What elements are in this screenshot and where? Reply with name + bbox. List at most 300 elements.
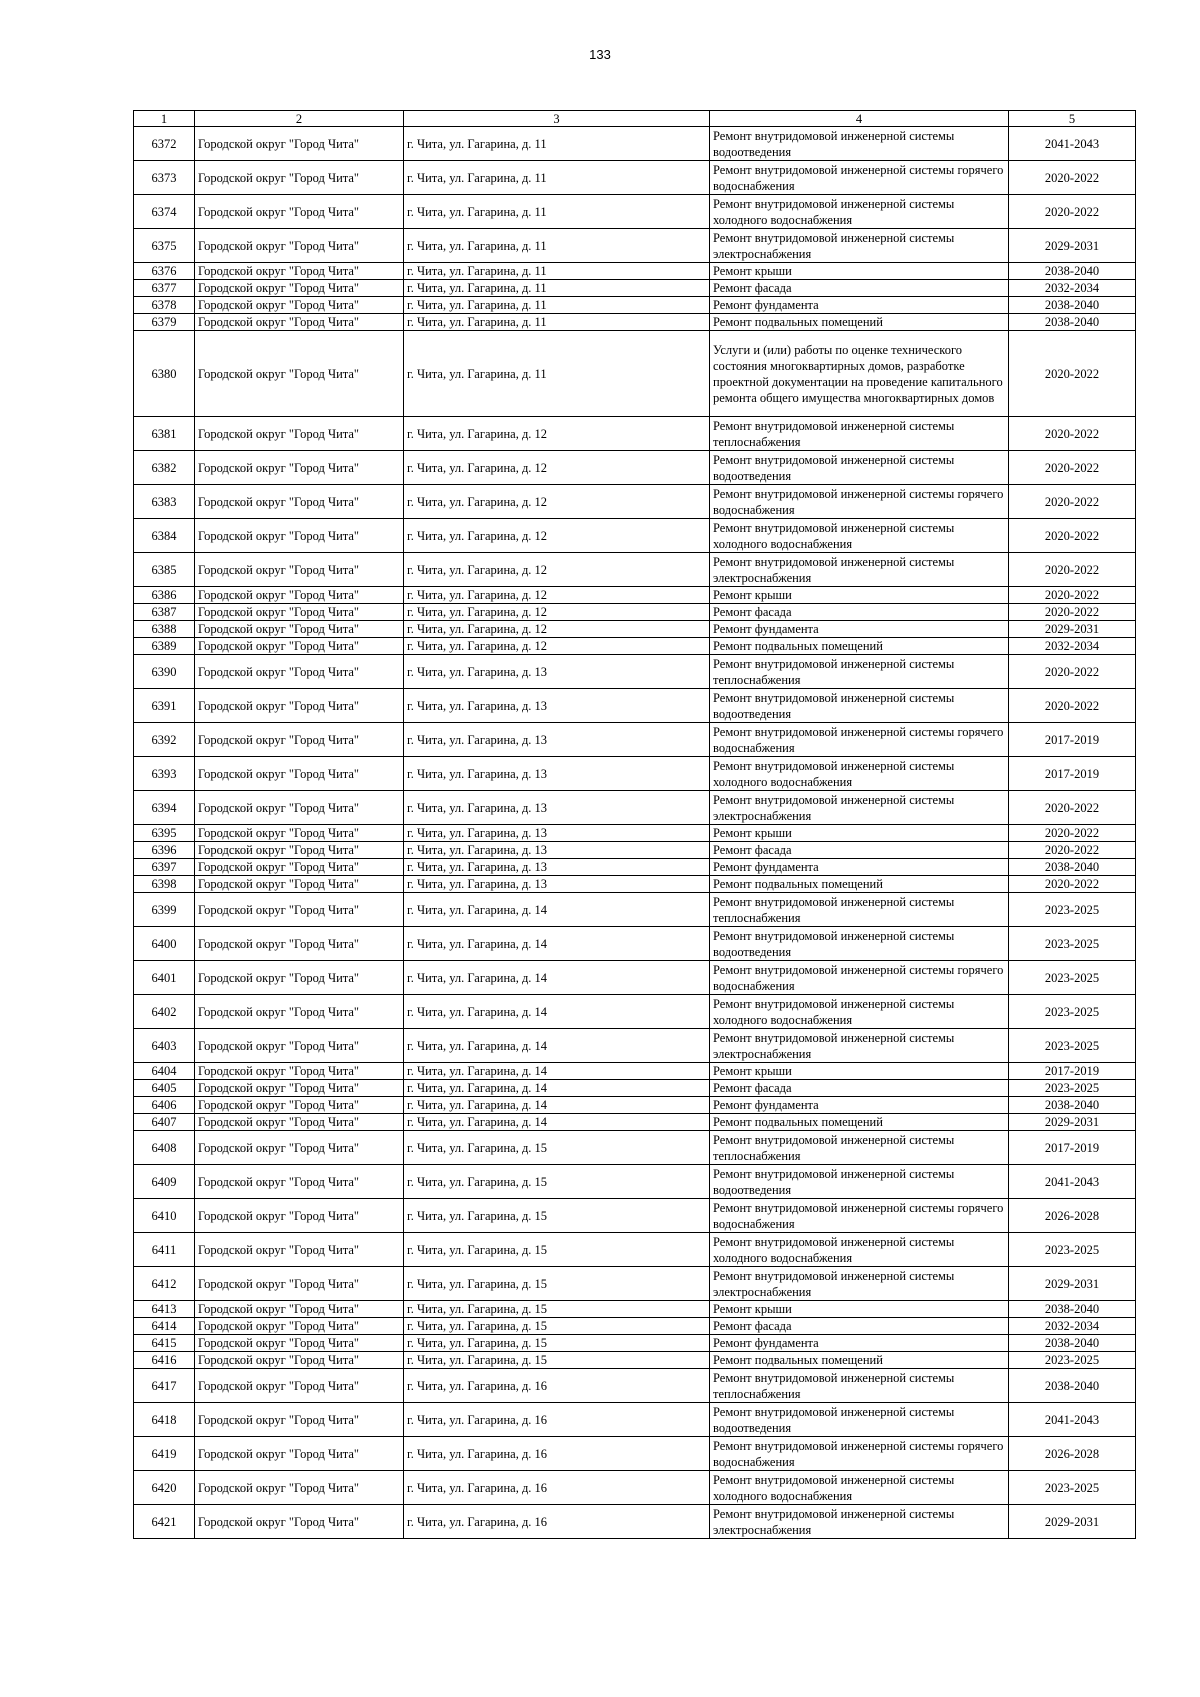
work-type-cell: Ремонт внутридомовой инженерной системы горячего водоснабжения [710, 1437, 1009, 1471]
municipality-cell: Городской округ "Город Чита" [195, 638, 404, 655]
municipality-cell: Городской округ "Город Чита" [195, 195, 404, 229]
period-cell: 2026-2028 [1009, 1199, 1136, 1233]
row-number: 6415 [134, 1335, 195, 1352]
municipality-cell: Городской округ "Город Чита" [195, 1233, 404, 1267]
work-type-cell: Ремонт внутридомовой инженерной системы горячего водоснабжения [710, 485, 1009, 519]
table-row [134, 1063, 1136, 1080]
work-type-cell: Ремонт подвальных помещений [710, 314, 1009, 331]
address-cell: г. Чита, ул. Гагарина, д. 14 [404, 961, 710, 995]
address-cell: г. Чита, ул. Гагарина, д. 14 [404, 1114, 710, 1131]
table-row [134, 1471, 1136, 1505]
municipality-cell: Городской округ "Город Чита" [195, 995, 404, 1029]
municipality-cell: Городской округ "Город Чита" [195, 1029, 404, 1063]
work-type-cell: Ремонт фасада [710, 280, 1009, 297]
address-cell: г. Чита, ул. Гагарина, д. 13 [404, 723, 710, 757]
period-cell: 2038-2040 [1009, 859, 1136, 876]
address-cell: г. Чита, ул. Гагарина, д. 15 [404, 1318, 710, 1335]
table-row [134, 655, 1136, 689]
municipality-cell: Городской округ "Город Чита" [195, 791, 404, 825]
municipality-cell: Городской округ "Город Чита" [195, 876, 404, 893]
row-number: 6398 [134, 876, 195, 893]
table-row [134, 1369, 1136, 1403]
work-type-cell: Ремонт фасада [710, 1080, 1009, 1097]
table-row [134, 1080, 1136, 1097]
period-cell: 2029-2031 [1009, 1114, 1136, 1131]
period-cell: 2020-2022 [1009, 485, 1136, 519]
work-type-cell: Ремонт внутридомовой инженерной системы водоотведения [710, 1165, 1009, 1199]
period-cell: 2032-2034 [1009, 1318, 1136, 1335]
municipality-cell: Городской округ "Город Чита" [195, 893, 404, 927]
municipality-cell: Городской округ "Город Чита" [195, 1403, 404, 1437]
table-row [134, 723, 1136, 757]
row-number: 6379 [134, 314, 195, 331]
row-number: 6391 [134, 689, 195, 723]
municipality-cell: Городской округ "Город Чита" [195, 331, 404, 417]
address-cell: г. Чита, ул. Гагарина, д. 16 [404, 1403, 710, 1437]
work-type-cell: Ремонт внутридомовой инженерной системы теплоснабжения [710, 655, 1009, 689]
row-number: 6385 [134, 553, 195, 587]
address-cell: г. Чита, ул. Гагарина, д. 11 [404, 195, 710, 229]
work-type-cell: Ремонт внутридомовой инженерной системы электроснабжения [710, 229, 1009, 263]
municipality-cell: Городской округ "Город Чита" [195, 604, 404, 621]
work-type-cell: Ремонт подвальных помещений [710, 1114, 1009, 1131]
address-cell: г. Чита, ул. Гагарина, д. 13 [404, 859, 710, 876]
table-row [134, 229, 1136, 263]
address-cell: г. Чита, ул. Гагарина, д. 11 [404, 127, 710, 161]
table-row [134, 1301, 1136, 1318]
work-type-cell: Ремонт внутридомовой инженерной системы водоотведения [710, 689, 1009, 723]
table-row [134, 485, 1136, 519]
work-type-cell: Ремонт подвальных помещений [710, 876, 1009, 893]
work-type-cell: Ремонт фасада [710, 842, 1009, 859]
period-cell: 2038-2040 [1009, 314, 1136, 331]
work-type-cell: Ремонт фундамента [710, 297, 1009, 314]
municipality-cell: Городской округ "Город Чита" [195, 1063, 404, 1080]
row-number: 6390 [134, 655, 195, 689]
table-row [134, 621, 1136, 638]
municipality-cell: Городской округ "Город Чита" [195, 1471, 404, 1505]
address-cell: г. Чита, ул. Гагарина, д. 14 [404, 1097, 710, 1114]
column-header-3: 3 [404, 111, 710, 127]
period-cell: 2038-2040 [1009, 1097, 1136, 1114]
address-cell: г. Чита, ул. Гагарина, д. 12 [404, 638, 710, 655]
period-cell: 2020-2022 [1009, 876, 1136, 893]
work-type-cell: Ремонт крыши [710, 1301, 1009, 1318]
period-cell: 2017-2019 [1009, 1063, 1136, 1080]
address-cell: г. Чита, ул. Гагарина, д. 12 [404, 417, 710, 451]
column-header-4: 4 [710, 111, 1009, 127]
row-number: 6395 [134, 825, 195, 842]
row-number: 6396 [134, 842, 195, 859]
row-number: 6384 [134, 519, 195, 553]
table-row [134, 1199, 1136, 1233]
table-row [134, 1352, 1136, 1369]
period-cell: 2029-2031 [1009, 621, 1136, 638]
table-row [134, 927, 1136, 961]
work-type-cell: Ремонт подвальных помещений [710, 638, 1009, 655]
table-row [134, 689, 1136, 723]
work-type-cell: Ремонт фасада [710, 1318, 1009, 1335]
table-row [134, 1114, 1136, 1131]
period-cell: 2017-2019 [1009, 723, 1136, 757]
row-number: 6397 [134, 859, 195, 876]
municipality-cell: Городской округ "Город Чита" [195, 1318, 404, 1335]
work-type-cell: Услуги и (или) работы по оценке технического состояния многоквартирных домов, разработке проектной документации на проведение капитального ремонта общего имущества многоквартирных домов [710, 331, 1009, 417]
municipality-cell: Городской округ "Город Чита" [195, 1131, 404, 1165]
row-number: 6412 [134, 1267, 195, 1301]
work-type-cell: Ремонт внутридомовой инженерной системы холодного водоснабжения [710, 1471, 1009, 1505]
municipality-cell: Городской округ "Город Чита" [195, 655, 404, 689]
work-type-cell: Ремонт внутридомовой инженерной системы горячего водоснабжения [710, 161, 1009, 195]
row-number: 6382 [134, 451, 195, 485]
table-row [134, 451, 1136, 485]
address-cell: г. Чита, ул. Гагарина, д. 15 [404, 1131, 710, 1165]
municipality-cell: Городской округ "Город Чита" [195, 587, 404, 604]
table-row [134, 1318, 1136, 1335]
work-type-cell: Ремонт крыши [710, 825, 1009, 842]
address-cell: г. Чита, ул. Гагарина, д. 14 [404, 995, 710, 1029]
period-cell: 2038-2040 [1009, 1301, 1136, 1318]
row-number: 6405 [134, 1080, 195, 1097]
row-number: 6419 [134, 1437, 195, 1471]
column-header-2: 2 [195, 111, 404, 127]
row-number: 6374 [134, 195, 195, 229]
table-row [134, 553, 1136, 587]
period-cell: 2032-2034 [1009, 280, 1136, 297]
row-number: 6416 [134, 1352, 195, 1369]
address-cell: г. Чита, ул. Гагарина, д. 13 [404, 791, 710, 825]
table-row [134, 263, 1136, 280]
work-type-cell: Ремонт крыши [710, 587, 1009, 604]
period-cell: 2023-2025 [1009, 927, 1136, 961]
period-cell: 2038-2040 [1009, 263, 1136, 280]
municipality-cell: Городской округ "Город Чита" [195, 961, 404, 995]
address-cell: г. Чита, ул. Гагарина, д. 15 [404, 1267, 710, 1301]
municipality-cell: Городской округ "Город Чита" [195, 297, 404, 314]
period-cell: 2029-2031 [1009, 1267, 1136, 1301]
work-type-cell: Ремонт внутридомовой инженерной системы электроснабжения [710, 791, 1009, 825]
address-cell: г. Чита, ул. Гагарина, д. 11 [404, 331, 710, 417]
work-type-cell: Ремонт внутридомовой инженерной системы электроснабжения [710, 553, 1009, 587]
period-cell: 2023-2025 [1009, 1080, 1136, 1097]
work-type-cell: Ремонт внутридомовой инженерной системы водоотведения [710, 127, 1009, 161]
table-row [134, 859, 1136, 876]
address-cell: г. Чита, ул. Гагарина, д. 14 [404, 927, 710, 961]
period-cell: 2020-2022 [1009, 791, 1136, 825]
address-cell: г. Чита, ул. Гагарина, д. 14 [404, 1080, 710, 1097]
municipality-cell: Городской округ "Город Чита" [195, 1301, 404, 1318]
period-cell: 2020-2022 [1009, 553, 1136, 587]
municipality-cell: Городской округ "Город Чита" [195, 417, 404, 451]
work-type-cell: Ремонт крыши [710, 1063, 1009, 1080]
table-row [134, 893, 1136, 927]
address-cell: г. Чита, ул. Гагарина, д. 16 [404, 1505, 710, 1539]
work-type-cell: Ремонт внутридомовой инженерной системы электроснабжения [710, 1029, 1009, 1063]
address-cell: г. Чита, ул. Гагарина, д. 15 [404, 1335, 710, 1352]
row-number: 6383 [134, 485, 195, 519]
period-cell: 2017-2019 [1009, 1131, 1136, 1165]
work-type-cell: Ремонт внутридомовой инженерной системы теплоснабжения [710, 1369, 1009, 1403]
table-row [134, 1335, 1136, 1352]
row-number: 6421 [134, 1505, 195, 1539]
period-cell: 2023-2025 [1009, 1352, 1136, 1369]
address-cell: г. Чита, ул. Гагарина, д. 12 [404, 604, 710, 621]
row-number: 6399 [134, 893, 195, 927]
work-type-cell: Ремонт внутридомовой инженерной системы теплоснабжения [710, 1131, 1009, 1165]
table-row [134, 417, 1136, 451]
table-row [134, 1097, 1136, 1114]
table-row [134, 314, 1136, 331]
work-type-cell: Ремонт внутридомовой инженерной системы электроснабжения [710, 1267, 1009, 1301]
address-cell: г. Чита, ул. Гагарина, д. 13 [404, 689, 710, 723]
address-cell: г. Чита, ул. Гагарина, д. 11 [404, 280, 710, 297]
address-cell: г. Чита, ул. Гагарина, д. 15 [404, 1301, 710, 1318]
table-row [134, 1131, 1136, 1165]
period-cell: 2020-2022 [1009, 195, 1136, 229]
row-number: 6392 [134, 723, 195, 757]
row-number: 6417 [134, 1369, 195, 1403]
period-cell: 2023-2025 [1009, 893, 1136, 927]
table-row [134, 297, 1136, 314]
table-row [134, 638, 1136, 655]
table-row [134, 280, 1136, 297]
municipality-cell: Городской округ "Город Чита" [195, 1267, 404, 1301]
address-cell: г. Чита, ул. Гагарина, д. 14 [404, 1063, 710, 1080]
address-cell: г. Чита, ул. Гагарина, д. 11 [404, 263, 710, 280]
work-type-cell: Ремонт внутридомовой инженерной системы горячего водоснабжения [710, 961, 1009, 995]
municipality-cell: Городской округ "Город Чита" [195, 621, 404, 638]
period-cell: 2023-2025 [1009, 1233, 1136, 1267]
address-cell: г. Чита, ул. Гагарина, д. 14 [404, 1029, 710, 1063]
municipality-cell: Городской округ "Город Чита" [195, 1369, 404, 1403]
work-type-cell: Ремонт внутридомовой инженерной системы холодного водоснабжения [710, 519, 1009, 553]
row-number: 6402 [134, 995, 195, 1029]
row-number: 6393 [134, 757, 195, 791]
work-type-cell: Ремонт внутридомовой инженерной системы горячего водоснабжения [710, 1199, 1009, 1233]
address-cell: г. Чита, ул. Гагарина, д. 15 [404, 1233, 710, 1267]
municipality-cell: Городской округ "Город Чита" [195, 161, 404, 195]
table-row [134, 127, 1136, 161]
work-type-cell: Ремонт внутридомовой инженерной системы холодного водоснабжения [710, 195, 1009, 229]
table-row [134, 791, 1136, 825]
period-cell: 2020-2022 [1009, 519, 1136, 553]
row-number: 6394 [134, 791, 195, 825]
work-type-cell: Ремонт внутридомовой инженерной системы холодного водоснабжения [710, 995, 1009, 1029]
row-number: 6389 [134, 638, 195, 655]
municipality-cell: Городской округ "Город Чита" [195, 263, 404, 280]
table-row [134, 1437, 1136, 1471]
address-cell: г. Чита, ул. Гагарина, д. 13 [404, 825, 710, 842]
row-number: 6386 [134, 587, 195, 604]
table-row [134, 1029, 1136, 1063]
repair-schedule-table [133, 110, 1136, 1539]
address-cell: г. Чита, ул. Гагарина, д. 15 [404, 1165, 710, 1199]
municipality-cell: Городской округ "Город Чита" [195, 485, 404, 519]
period-cell: 2041-2043 [1009, 1165, 1136, 1199]
table-row [134, 842, 1136, 859]
period-cell: 2020-2022 [1009, 451, 1136, 485]
municipality-cell: Городской округ "Город Чита" [195, 1505, 404, 1539]
row-number: 6375 [134, 229, 195, 263]
row-number: 6372 [134, 127, 195, 161]
work-type-cell: Ремонт крыши [710, 263, 1009, 280]
work-type-cell: Ремонт фасада [710, 604, 1009, 621]
address-cell: г. Чита, ул. Гагарина, д. 14 [404, 893, 710, 927]
table-row [134, 195, 1136, 229]
period-cell: 2041-2043 [1009, 1403, 1136, 1437]
period-cell: 2041-2043 [1009, 127, 1136, 161]
table-row [134, 1403, 1136, 1437]
row-number: 6407 [134, 1114, 195, 1131]
row-number: 6406 [134, 1097, 195, 1114]
period-cell: 2017-2019 [1009, 757, 1136, 791]
address-cell: г. Чита, ул. Гагарина, д. 15 [404, 1352, 710, 1369]
municipality-cell: Городской округ "Город Чита" [195, 1097, 404, 1114]
row-number: 6409 [134, 1165, 195, 1199]
address-cell: г. Чита, ул. Гагарина, д. 11 [404, 297, 710, 314]
address-cell: г. Чита, ул. Гагарина, д. 13 [404, 876, 710, 893]
row-number: 6387 [134, 604, 195, 621]
row-number: 6418 [134, 1403, 195, 1437]
period-cell: 2020-2022 [1009, 161, 1136, 195]
period-cell: 2026-2028 [1009, 1437, 1136, 1471]
period-cell: 2023-2025 [1009, 1471, 1136, 1505]
table-row [134, 1505, 1136, 1539]
municipality-cell: Городской округ "Город Чита" [195, 519, 404, 553]
row-number: 6400 [134, 927, 195, 961]
municipality-cell: Городской округ "Город Чита" [195, 927, 404, 961]
row-number: 6414 [134, 1318, 195, 1335]
period-cell: 2023-2025 [1009, 1029, 1136, 1063]
row-number: 6401 [134, 961, 195, 995]
address-cell: г. Чита, ул. Гагарина, д. 12 [404, 519, 710, 553]
work-type-cell: Ремонт подвальных помещений [710, 1352, 1009, 1369]
table-row [134, 757, 1136, 791]
address-cell: г. Чита, ул. Гагарина, д. 12 [404, 621, 710, 638]
row-number: 6420 [134, 1471, 195, 1505]
period-cell: 2020-2022 [1009, 655, 1136, 689]
work-type-cell: Ремонт внутридомовой инженерной системы водоотведения [710, 451, 1009, 485]
address-cell: г. Чита, ул. Гагарина, д. 13 [404, 842, 710, 859]
row-number: 6388 [134, 621, 195, 638]
period-cell: 2020-2022 [1009, 417, 1136, 451]
period-cell: 2038-2040 [1009, 297, 1136, 314]
address-cell: г. Чита, ул. Гагарина, д. 12 [404, 451, 710, 485]
table-row [134, 995, 1136, 1029]
municipality-cell: Городской округ "Город Чита" [195, 757, 404, 791]
row-number: 6373 [134, 161, 195, 195]
address-cell: г. Чита, ул. Гагарина, д. 12 [404, 485, 710, 519]
row-number: 6408 [134, 1131, 195, 1165]
work-type-cell: Ремонт внутридомовой инженерной системы водоотведения [710, 1403, 1009, 1437]
table-body [134, 111, 1136, 1539]
column-header-5: 5 [1009, 111, 1136, 127]
row-number: 6381 [134, 417, 195, 451]
row-number: 6411 [134, 1233, 195, 1267]
municipality-cell: Городской округ "Город Чита" [195, 689, 404, 723]
address-cell: г. Чита, ул. Гагарина, д. 11 [404, 229, 710, 263]
work-type-cell: Ремонт фундамента [710, 621, 1009, 638]
municipality-cell: Городской округ "Город Чита" [195, 1165, 404, 1199]
period-cell: 2038-2040 [1009, 1335, 1136, 1352]
table-row [134, 825, 1136, 842]
municipality-cell: Городской округ "Город Чита" [195, 229, 404, 263]
table-row [134, 1165, 1136, 1199]
municipality-cell: Городской округ "Город Чита" [195, 1114, 404, 1131]
period-cell: 2020-2022 [1009, 604, 1136, 621]
period-cell: 2020-2022 [1009, 689, 1136, 723]
period-cell: 2029-2031 [1009, 1505, 1136, 1539]
row-number: 6376 [134, 263, 195, 280]
row-number: 6377 [134, 280, 195, 297]
table-row [134, 587, 1136, 604]
work-type-cell: Ремонт внутридомовой инженерной системы электроснабжения [710, 1505, 1009, 1539]
row-number: 6403 [134, 1029, 195, 1063]
table-row [134, 876, 1136, 893]
period-cell: 2029-2031 [1009, 229, 1136, 263]
table-row [134, 161, 1136, 195]
period-cell: 2020-2022 [1009, 825, 1136, 842]
municipality-cell: Городской округ "Город Чита" [195, 1080, 404, 1097]
municipality-cell: Городской округ "Город Чита" [195, 1352, 404, 1369]
column-header-1: 1 [134, 111, 195, 127]
period-cell: 2032-2034 [1009, 638, 1136, 655]
address-cell: г. Чита, ул. Гагарина, д. 13 [404, 655, 710, 689]
row-number: 6404 [134, 1063, 195, 1080]
municipality-cell: Городской округ "Город Чита" [195, 723, 404, 757]
column-header-row [134, 111, 1136, 127]
work-type-cell: Ремонт внутридомовой инженерной системы теплоснабжения [710, 417, 1009, 451]
municipality-cell: Городской округ "Город Чита" [195, 314, 404, 331]
address-cell: г. Чита, ул. Гагарина, д. 16 [404, 1369, 710, 1403]
table-row [134, 1267, 1136, 1301]
address-cell: г. Чита, ул. Гагарина, д. 11 [404, 161, 710, 195]
work-type-cell: Ремонт внутридомовой инженерной системы теплоснабжения [710, 893, 1009, 927]
table-row [134, 1233, 1136, 1267]
work-type-cell: Ремонт фундамента [710, 1335, 1009, 1352]
address-cell: г. Чита, ул. Гагарина, д. 15 [404, 1199, 710, 1233]
municipality-cell: Городской округ "Город Чита" [195, 859, 404, 876]
address-cell: г. Чита, ул. Гагарина, д. 16 [404, 1471, 710, 1505]
table-row [134, 519, 1136, 553]
row-number: 6380 [134, 331, 195, 417]
municipality-cell: Городской округ "Город Чита" [195, 1335, 404, 1352]
period-cell: 2023-2025 [1009, 961, 1136, 995]
work-type-cell: Ремонт фундамента [710, 859, 1009, 876]
row-number: 6378 [134, 297, 195, 314]
municipality-cell: Городской округ "Город Чита" [195, 280, 404, 297]
period-cell: 2020-2022 [1009, 587, 1136, 604]
period-cell: 2020-2022 [1009, 842, 1136, 859]
table-row [134, 961, 1136, 995]
address-cell: г. Чита, ул. Гагарина, д. 13 [404, 757, 710, 791]
period-cell: 2020-2022 [1009, 331, 1136, 417]
work-type-cell: Ремонт внутридомовой инженерной системы водоотведения [710, 927, 1009, 961]
municipality-cell: Городской округ "Город Чита" [195, 1437, 404, 1471]
municipality-cell: Городской округ "Город Чита" [195, 451, 404, 485]
work-type-cell: Ремонт внутридомовой инженерной системы холодного водоснабжения [710, 757, 1009, 791]
period-cell: 2038-2040 [1009, 1369, 1136, 1403]
row-number: 6410 [134, 1199, 195, 1233]
municipality-cell: Городской округ "Город Чита" [195, 825, 404, 842]
page-number: 133 [589, 47, 611, 62]
work-type-cell: Ремонт фундамента [710, 1097, 1009, 1114]
address-cell: г. Чита, ул. Гагарина, д. 11 [404, 314, 710, 331]
table-row [134, 331, 1136, 417]
municipality-cell: Городской округ "Город Чита" [195, 842, 404, 859]
period-cell: 2023-2025 [1009, 995, 1136, 1029]
address-cell: г. Чита, ул. Гагарина, д. 16 [404, 1437, 710, 1471]
